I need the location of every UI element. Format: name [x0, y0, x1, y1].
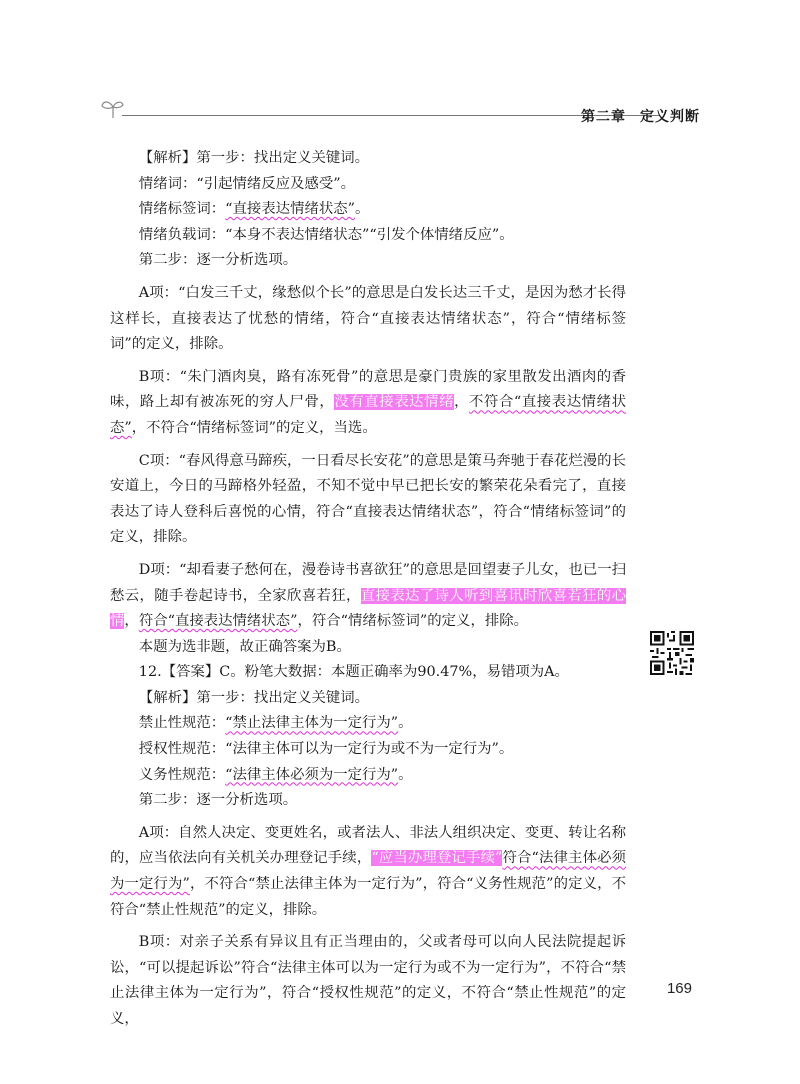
paragraph: 禁止性规范：“禁止法律主体为一定行为”。 — [138, 715, 413, 732]
highlight-text: “应当办理登记手续” — [371, 850, 503, 867]
paragraph: 12.【答案】C。粉笔大数据：本题正确率为90.47%，易错项为A。 — [138, 664, 569, 681]
wavy-underline-text: 不符合“直接表达情绪状态” — [110, 394, 626, 436]
paragraph: C项：“春风得意马蹄疾，一日看尽长安花”的意思是策马奔驰于春花烂漫的长安道上，今日的马蹄格外轻盈，不知不觉中早已把长安的繁荣花朵看完了，直接表达了诗人登科后喜悦的心情，符合“直接表达情绪状态”，符合“情绪标签词”的定义，排除。 — [110, 452, 626, 546]
wavy-underline-text: 符合“法律主体必须为一定行为” — [110, 850, 626, 893]
wavy-underline-text: 符合“直接表达情绪状态” — [138, 613, 298, 630]
leaf-icon — [100, 98, 126, 120]
wavy-underline-text: “法律主体必须为一定行为” — [225, 766, 399, 783]
header-rule — [122, 115, 660, 116]
paragraph: 情绪标签词：“直接表达情绪状态”。 — [138, 201, 370, 218]
paragraph: 第二步：逐一分析选项。 — [138, 792, 298, 809]
wavy-underline-text: “禁止法律主体为一定行为” — [225, 715, 399, 732]
paragraph: A项：“白发三千丈，缘愁似个长”的意思是白发长达三千丈，是因为愁才长得这样长，直接表达了忧愁的情绪，符合“直接表达情绪状态”，符合“情绪标签词”的定义，排除。 — [110, 284, 626, 353]
paragraph: 【解析】第一步：找出定义关键词。 — [138, 689, 370, 706]
paragraph: D项：“却看妻子愁何在，漫卷诗书喜欲狂”的意思是回望妻子儿女，也已一扫愁云，随手卷起诗书，全家欣喜若狂，直接表达了诗人听到喜讯时欣喜若狂的心情，符合“直接表达情绪状态”，符合“情绪标签词”的定义，排除。 — [110, 561, 626, 630]
paragraph: 义务性规范：“法律主体必须为一定行为”。 — [138, 766, 413, 783]
qr-code-icon[interactable] — [650, 631, 694, 675]
paragraph: A项：自然人决定、变更姓名，或者法人、非法人组织决定、变更、转让名称的，应当依法向有关机关办理登记手续，“应当办理登记手续”符合“法律主体必须为一定行为”，不符合“禁止法律主体为一定行为”，符合“义务性规范”的定义，不符合“禁止性规范”的定义，排除。 — [110, 824, 627, 918]
paragraph: 情绪负载词：“本身不表达情绪状态”“引发个体情绪反应”。 — [138, 226, 514, 243]
paragraph: 情绪词：“引起情绪反应及感受”。 — [138, 175, 355, 192]
page-body — [110, 146, 626, 1033]
paragraph: 本题为选非题，故正确答案为B。 — [138, 638, 351, 655]
page-header — [100, 98, 700, 128]
paragraph: 授权性规范：“法律主体可以为一定行为或不为一定行为”。 — [138, 741, 514, 758]
highlight-text: 没有直接表达情绪 — [334, 394, 455, 411]
chapter-title — [581, 106, 700, 126]
chapter-number: 第二章 — [581, 109, 626, 125]
paragraph: B项：对亲子关系有异议且有正当理由的，父或者母可以向人民法院提起诉讼，“可以提起诉讼”符合“法律主体可以为一定行为或不为一定行为”，不符合“禁止法律主体为一定行为”，符合“授权性规范”的定义，不符合“禁止性规范”的定义， — [110, 934, 626, 1027]
chapter-name: 定义判断 — [640, 109, 700, 125]
paragraph: B项：“朱门酒肉臭，路有冻死骨”的意思是豪门贵族的家里散发出酒肉的香味，路上却有被冻死的穷人尸骨，没有直接表达情绪，不符合“直接表达情绪状态”，不符合“情绪标签词”的定义，当选。 — [110, 368, 626, 436]
wavy-underline-text: “直接表达情绪状态” — [225, 201, 355, 218]
highlight-text: 直接表达了诗人听到喜讯时欣喜若狂的心情 — [110, 587, 626, 630]
page-number: 169 — [666, 980, 692, 997]
paragraph: 第二步：逐一分析选项。 — [138, 252, 298, 269]
paragraph: 【解析】第一步：找出定义关键词。 — [138, 150, 370, 166]
